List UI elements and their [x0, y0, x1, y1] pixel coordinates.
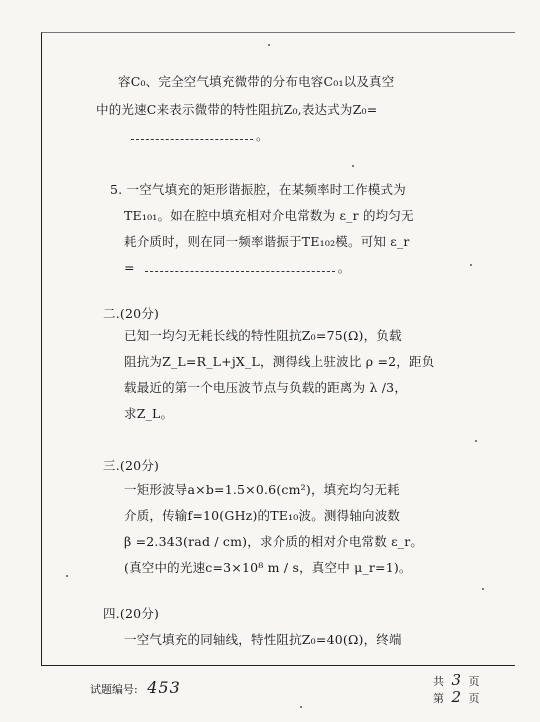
- scan-speck: [475, 440, 477, 442]
- page-total-value: 3: [451, 671, 462, 689]
- q1-line-1: 容C₀、完全空气填充微带的分布电容C₀₁以及真空: [118, 74, 395, 89]
- scan-speck: [470, 264, 472, 266]
- q1-item5-line-3: 耗介质时，则在同一频率谐振于TE₁₀₂模。可知 ε_r: [124, 234, 410, 249]
- page-total-unit: 页: [468, 675, 480, 688]
- q3-heading: 三.(20分): [103, 458, 160, 473]
- q2-line-1: 已知一均匀无耗长线的特性阻抗Z₀=75(Ω)，负载: [124, 328, 402, 343]
- exam-code-label: 试题编号:: [90, 683, 138, 696]
- scan-speck: [268, 44, 270, 46]
- answer-blank: [145, 262, 335, 272]
- q1-item5-line-4-end: 。: [337, 260, 351, 275]
- page-total: [433, 671, 480, 689]
- scan-speck: [352, 165, 354, 167]
- q2-line-3: 载最近的第一个电压波节点与负载的距离为 λ /3，: [124, 380, 408, 395]
- q2-line-2: 阻抗为Z_L=R_L+jX_L，测得线上驻波比 ρ =2，距负: [124, 354, 435, 369]
- q3-line-1: 一矩形波导a×b=1.5×0.6(cm²)，填充均匀无耗: [124, 482, 400, 497]
- answer-blank: [131, 130, 253, 140]
- q3-line-4: (真空中的光速c=3×10⁸ m / s，真空中 μ_r=1)。: [124, 560, 412, 575]
- q3-line-3: β =2.343(rad / cm)，求介质的相对介电常数 ε_r。: [124, 534, 424, 549]
- q4-heading: 四.(20分): [103, 606, 160, 621]
- q1-answer-line: [128, 126, 269, 144]
- page-number-value: 2: [451, 688, 462, 706]
- q4-line-1: 一空气填充的同轴线，特性阻抗Z₀=40(Ω)，终端: [124, 632, 402, 647]
- exam-code-value: 453: [147, 678, 181, 697]
- q1-item5-line-4-start: =: [124, 260, 135, 275]
- q2-heading: 二.(20分): [103, 306, 160, 321]
- page-number: [433, 688, 480, 706]
- q1-item5-answer-line: [124, 258, 350, 276]
- scan-speck: [66, 575, 68, 577]
- q3-line-2: 介质，传输f=10(GHz)的TE₁₀波。测得轴向波数: [124, 508, 401, 523]
- page-total-label: 共: [433, 675, 444, 688]
- page-number-unit: 页: [468, 692, 480, 705]
- scan-speck: [300, 706, 302, 708]
- q1-line-3-end: 。: [256, 128, 269, 143]
- exam-code: [90, 678, 181, 697]
- q1-item5-line-1: 5. 一空气填充的矩形谐振腔，在某频率时工作模式为: [110, 182, 406, 197]
- q2-line-4: 求Z_L。: [124, 406, 174, 421]
- scan-speck: [482, 588, 484, 590]
- q1-line-2: 中的光速C来表示微带的特性阻抗Z₀,表达式为Z₀=: [96, 102, 378, 117]
- page-number-label: 第: [433, 692, 444, 705]
- q1-item5-line-2: TE₁₀₁。如在腔中填充相对介电常数为 ε_r 的均匀无: [124, 208, 414, 223]
